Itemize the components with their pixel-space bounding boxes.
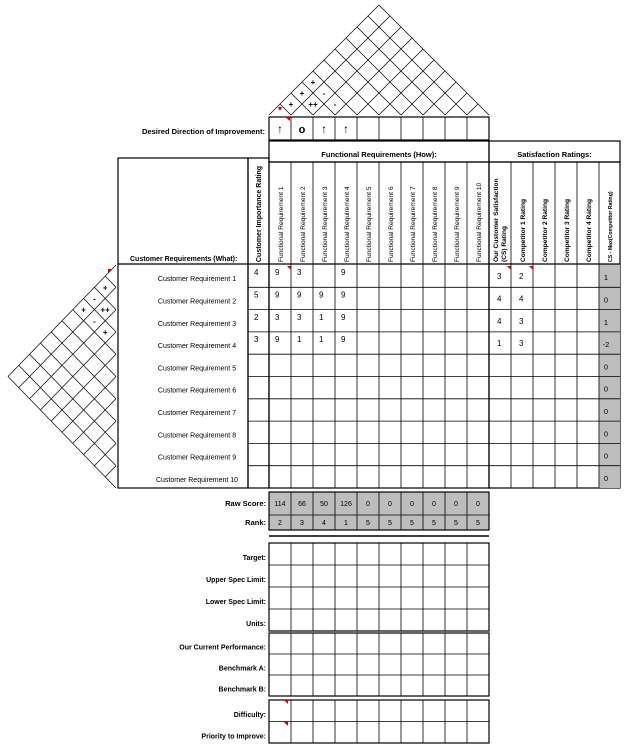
direction-symbol: ↑ [343,122,349,136]
raw-score-value: 50 [320,501,328,508]
raw-score-value: 0 [432,501,436,508]
gap-value: 0 [603,362,609,372]
functional-requirement-header: Functional Requirement 9 [454,186,461,262]
relationship-value: 9 [275,335,280,345]
left-roof-line [40,332,116,410]
rating-value: 3 [497,272,502,282]
satisfaction-column-header: Competitor 3 Rating [564,198,571,262]
satisfaction-column-header: Our Customer Satisfaction [493,178,500,262]
rank-value: 5 [366,520,370,527]
left-roof-symbol: - [93,294,96,304]
priority-label: Priority to Improve: [201,733,266,741]
customer-req-header: Customer Requirements (What): [130,256,238,263]
importance-header: Customer Importance Rating [256,165,263,262]
relationship-value: 3 [297,268,302,278]
relationship-value: 3 [297,312,302,322]
roof-symbol: ++ [308,100,318,109]
rank-label: Rank: [245,518,266,527]
gap-value: -2 [602,340,610,350]
roof-grid-line [288,16,390,115]
relationship-value: 9 [341,335,346,345]
rank-value: 2 [278,520,282,527]
roof-symbol: + [310,78,316,87]
gap-value: 0 [603,429,609,439]
rating-value: 4 [519,294,524,304]
roof-grid-line [423,82,456,115]
direction-symbol: o [298,124,306,136]
usl-label: Upper Spec Limit: [206,577,266,584]
rank-value: 3 [300,520,304,527]
roof-symbol: + [288,100,294,109]
left-roof-line [62,377,116,433]
gap-column-header: CS - Max(Competitor Rating) [608,191,614,262]
relationship-value: 1 [297,335,302,345]
rank-value: 5 [410,520,414,527]
roof-grid-line [346,38,423,115]
functional-requirement-header: Functional Requirement 10 [476,182,483,262]
importance-value: 2 [254,312,259,322]
direction-label: Desired Direction of Improvement: [142,127,265,136]
raw-score-value: 0 [410,501,414,508]
relationship-value: 9 [297,290,302,300]
importance-value: 5 [254,290,259,300]
gap-value: 0 [603,473,609,483]
relationship-value: 9 [341,268,346,278]
functional-requirement-header: Functional Requirement 4 [344,186,351,262]
current-perf-label: Our Current Performance: [179,644,266,652]
relationship-value: 9 [341,312,346,322]
bench-a-label: Benchmark A: [218,665,266,673]
relationship-value: 9 [341,290,346,300]
roof-symbol: - [322,89,326,98]
rank-value: 5 [476,520,480,527]
direction-symbol: ↑ [277,122,283,136]
satisfaction-column-header-line2: (CS) Rating [501,226,508,262]
functional-requirement-header: Functional Requirement 1 [278,186,285,262]
rating-value: 1 [497,339,502,349]
raw-score-value: 0 [476,501,480,508]
functional-requirement-header: Functional Requirement 6 [388,186,395,262]
raw-score-value: 114 [274,501,286,508]
roof-grid-line [335,38,412,115]
gap-column-shade [599,264,620,488]
comment-marker [287,266,291,270]
lsl-label: Lower Spec Limit: [205,599,266,606]
customer-requirement-name: Customer Requirement 7 [157,409,237,417]
relationship-value: 3 [275,312,280,322]
gap-value: 0 [603,295,609,305]
roof-grid-line [299,82,335,115]
functional-requirement-header: Functional Requirement 7 [410,186,417,262]
rank-value: 4 [322,520,326,527]
raw-score-label: Raw Score: [225,499,266,508]
units-label: Units: [246,621,266,628]
comment-marker [285,117,290,121]
gap-value: 0 [603,406,609,416]
left-roof-line [105,466,116,477]
target-label: Target: [242,555,266,562]
comment-marker [284,722,288,726]
importance-value: 4 [254,268,259,278]
comment-marker [278,107,282,111]
rank-value: 5 [388,520,392,527]
roof-grid-line [324,60,379,115]
gap-value: 0 [603,384,609,394]
left-roof-line [84,421,116,454]
rating-value: 3 [519,339,524,349]
relationship-value: 9 [275,290,280,300]
left-roof-symbol: + [102,327,108,337]
raw-score-value: 0 [454,501,458,508]
functional-requirement-header: Functional Requirement 2 [300,186,307,262]
rank-value: 5 [454,520,458,527]
customer-requirement-name: Customer Requirement 4 [157,343,237,351]
raw-score-value: 126 [340,501,352,508]
functional-header-text: Functional Requirements (How): [321,150,437,159]
customer-requirement-name: Customer Requirement 10 [155,476,239,484]
roof-grid-line [467,104,478,115]
difficulty-label: Difficulty: [233,711,266,719]
left-roof-line [19,365,116,465]
left-roof-symbol: + [102,283,108,293]
roof-symbol: - [333,100,337,109]
functional-requirement-header: Functional Requirement 8 [432,186,439,262]
left-roof-line [84,298,116,331]
roof-correlation-matrix [269,5,489,115]
functional-requirement-header: Functional Requirement 3 [322,186,329,262]
customer-requirement-name: Customer Requirement 3 [157,320,237,328]
rating-value: 4 [497,316,502,326]
rank-value: 1 [344,520,348,527]
comment-marker [529,266,533,270]
customer-requirement-name: Customer Requirement 6 [157,387,237,395]
rating-value: 4 [497,294,502,304]
left-roof-line [62,321,116,377]
roof-grid-line [379,60,434,115]
roof-grid-line [368,16,467,115]
left-correlation-matrix [8,265,116,488]
customer-requirement-name: Customer Requirement 1 [157,276,237,284]
left-roof-line [19,287,116,387]
roof-symbol: + [299,89,305,98]
satisfaction-column-header: Competitor 1 Rating [520,198,527,262]
customer-requirement-name: Customer Requirement 9 [157,454,237,462]
functional-requirement-header: Functional Requirement 5 [366,186,373,262]
raw-score-value: 66 [298,501,306,508]
relationship-value: 1 [319,312,324,322]
rating-value: 2 [519,272,524,282]
customer-requirement-name: Customer Requirement 2 [157,298,237,306]
left-roof-symbol: - [93,316,96,326]
comment-marker [284,700,288,704]
raw-score-value: 0 [388,501,392,508]
raw-score-value: 0 [366,501,370,508]
customer-requirement-name: Customer Requirement 8 [157,432,237,440]
importance-value: 3 [254,335,259,345]
direction-symbol: ↑ [321,122,327,136]
customer-requirement-name: Customer Requirement 5 [157,365,237,373]
relationship-value: 9 [275,268,280,278]
gap-value: 1 [603,273,609,283]
left-roof-symbol: + [81,305,86,315]
bench-b-label: Benchmark B: [218,686,266,694]
gap-value: 1 [603,317,609,327]
relationship-value: 1 [319,335,324,345]
rank-value: 5 [432,520,436,527]
rating-value: 3 [519,316,524,326]
satisfaction-column-header: Competitor 4 Rating [586,198,593,262]
gap-value: 0 [603,451,609,461]
relationship-value: 9 [319,290,324,300]
comment-marker [507,266,511,270]
satisfaction-column-header: Competitor 2 Rating [542,198,549,262]
left-roof-symbol: ++ [100,305,110,315]
left-roof-line [40,343,116,421]
satisfaction-header-text: Satisfaction Ratings: [517,150,592,159]
